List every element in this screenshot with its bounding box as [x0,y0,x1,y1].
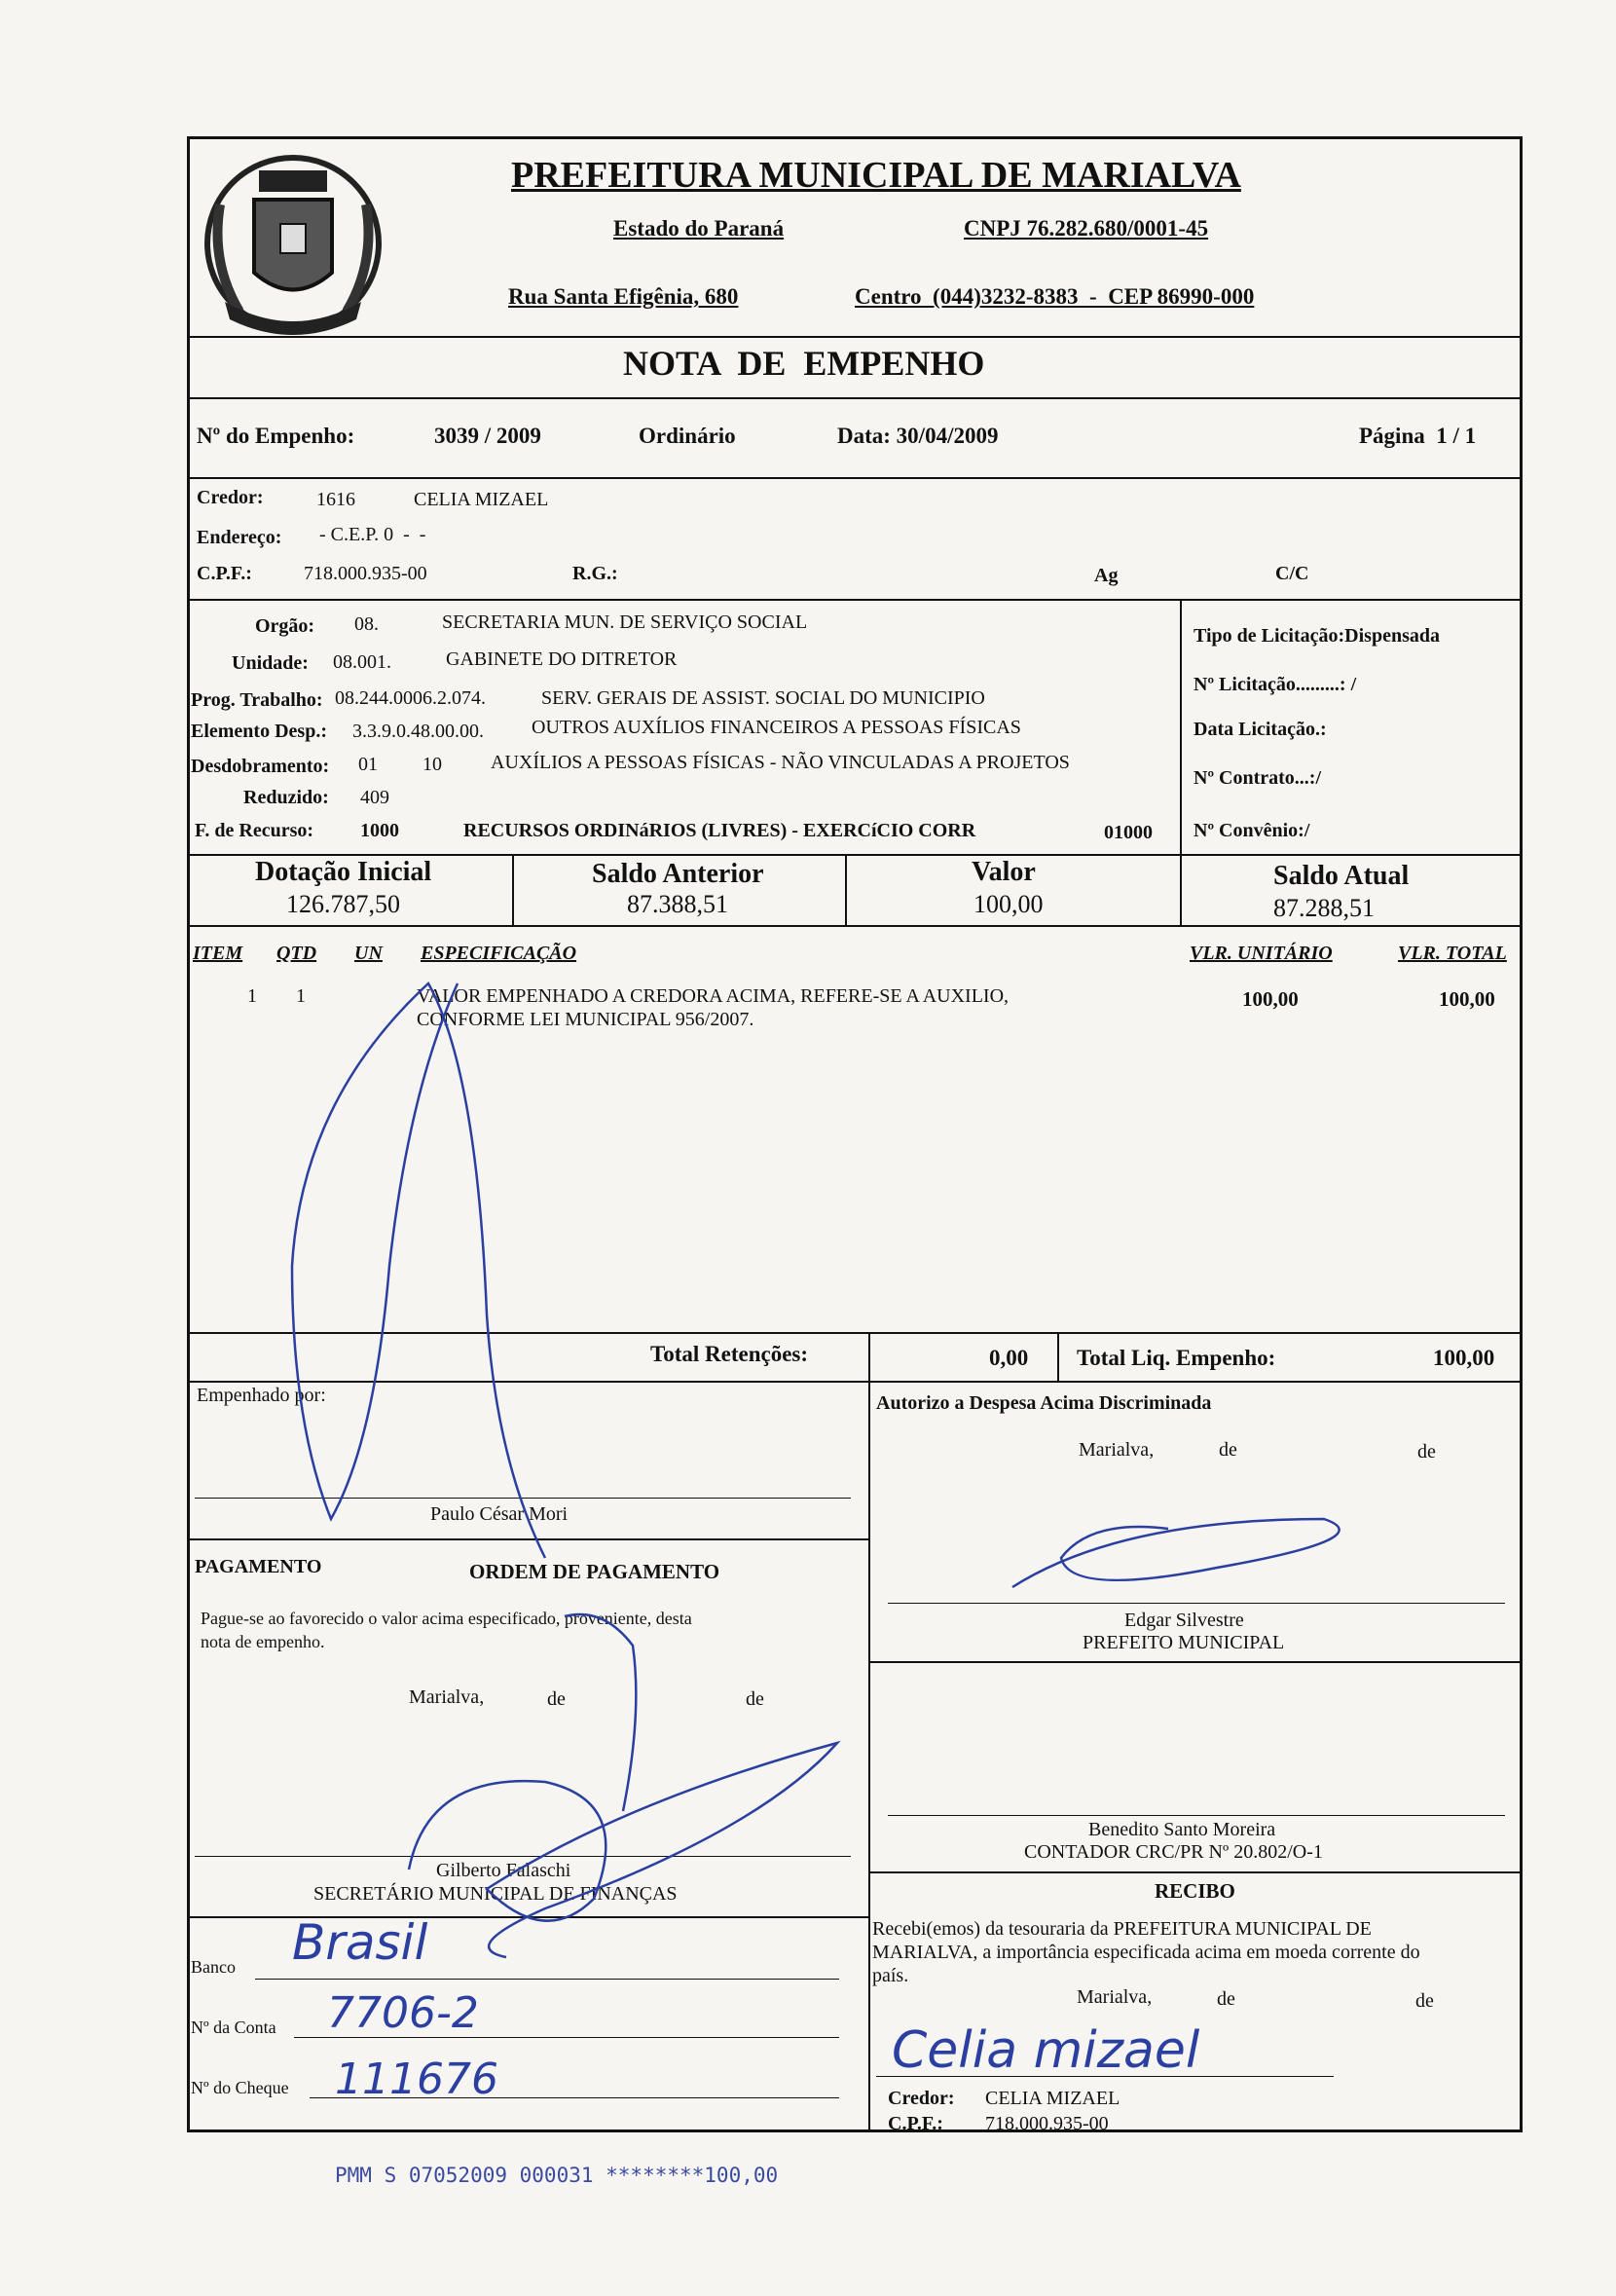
unidade-code: 08.001. [333,651,391,673]
item-qtd: 1 [296,985,306,1007]
elemento-code: 3.3.9.0.48.00.00. [352,721,484,742]
fonte-desc: RECURSOS ORDINáRIOS (LIVRES) - EXERCíCIO CORR [463,820,976,841]
numero-convenio: Nº Convênio:/ [1194,820,1310,841]
item-spec-line1: VALOR EMPENHADO A CREDORA ACIMA, REFERE-SE A AUXILIO, [417,985,1010,1007]
numero-licitacao: Nº Licitação.........: / [1194,674,1357,695]
pagamento-label: PAGAMENTO [195,1556,322,1577]
coat-of-arms-logo [201,146,386,341]
reduzido-label: Reduzido: [243,787,329,808]
desdobramento-desc: AUXÍLIOS A PESSOAS FÍSICAS - NÃO VINCULADAS A PROJETOS [491,752,1070,773]
credor-signature: Celia mizael [892,2021,1200,2080]
saldo-anterior-value: 87.388,51 [627,890,728,918]
valor-value: 100,00 [973,890,1044,918]
dotacao-inicial-value: 126.787,50 [286,890,400,918]
address-label: Endereço: [197,527,282,548]
unidade-desc: GABINETE DO DITRETOR [446,648,678,670]
pagamento-de1: de [547,1688,566,1710]
total-retencoes-value: 0,00 [989,1346,1029,1370]
elemento-desc: OUTROS AUXÍLIOS FINANCEIROS A PESSOAS FÍSICAS [532,717,1021,738]
prefeito-role: PREFEITO MUNICIPAL [1083,1632,1285,1653]
saldo-atual-label: Saldo Atual [1273,861,1410,891]
pagamento-de2: de [746,1688,764,1710]
empenhado-por-name: Paulo César Mori [430,1503,569,1525]
elemento-label: Elemento Desp.: [191,721,327,742]
autorizo-place: Marialva, [1079,1439,1155,1461]
banco-value[interactable]: Brasil [292,1914,428,1971]
saldo-atual-value: 87.288,51 [1273,894,1375,922]
ag-label: Ag [1094,565,1119,586]
recibo-place: Marialva, [1077,1986,1153,2008]
cpf-value: 718.000.935-00 [304,563,427,584]
item-spec-line2: CONFORME LEI MUNICIPAL 956/2007. [417,1009,754,1030]
secretario-role: SECRETÁRIO MUNICIPAL DE FINANÇAS [313,1883,678,1905]
fonte-code: 1000 [360,820,399,841]
total-liquido-label: Total Liq. Empenho: [1077,1346,1276,1370]
data-licitacao: Data Licitação.: [1194,719,1327,740]
total-liquido-value: 100,00 [1433,1346,1495,1370]
page-title: PREFEITURA MUNICIPAL DE MARIALVA [511,155,1241,196]
desdobramento-code2: 10 [422,754,442,775]
cheque-label: Nº do Cheque [191,2078,289,2097]
recibo-cpf-value: 718.000.935-00 [985,2113,1109,2134]
recibo-title: RECIBO [1155,1879,1235,1903]
document-title: NOTA DE EMPENHO [623,344,985,383]
col-un: UN [354,943,383,964]
recibo-text-line1: Recebi(emos) da tesouraria da PREFEITURA MUNICIPAL DE [872,1918,1372,1940]
contador-name: Benedito Santo Moreira [1088,1819,1276,1840]
autorizo-label: Autorizo a Despesa Acima Discriminada [876,1392,1212,1414]
conta-label: Nº da Conta [191,2018,276,2037]
credor-code: 1616 [316,489,355,510]
payment-stamp: PMM S 07052009 000031 ********100,00 [335,2164,779,2187]
recibo-credor-label: Credor: [888,2088,955,2109]
item-total-value: 100,00 [1439,987,1495,1011]
banco-label: Banco [191,1957,236,1977]
fonte-number: 01000 [1104,822,1153,843]
pagamento-text-line1: Pague-se ao favorecido o valor acima especificado, proveniente, desta [201,1609,692,1628]
prefeito-name: Edgar Silvestre [1124,1610,1244,1631]
cc-label: C/C [1275,563,1309,584]
recibo-text-line3: país. [872,1965,909,1986]
cpf-label: C.P.F.: [197,563,252,584]
total-retencoes-label: Total Retenções: [650,1342,809,1366]
rg-label: R.G.: [572,563,618,584]
secretario-name: Gilberto Falaschi [436,1860,571,1881]
col-qtd: QTD [276,943,317,964]
saldo-anterior-label: Saldo Anterior [592,859,764,889]
col-valor-unitario: VLR. UNITÁRIO [1190,943,1333,964]
prog-label: Prog. Trabalho: [191,689,323,711]
orgao-code: 08. [354,613,379,635]
state-name: Estado do Paraná [613,216,785,241]
recibo-de1: de [1217,1988,1235,2010]
contador-role: CONTADOR CRC/PR Nº 20.802/O-1 [1024,1841,1323,1863]
item-number: 1 [247,985,257,1007]
address-street: Rua Santa Efigênia, 680 [508,284,739,309]
fonte-label: F. de Recurso: [195,820,314,841]
prog-desc: SERV. GERAIS DE ASSIST. SOCIAL DO MUNICIPIO [541,687,985,709]
valor-label: Valor [972,857,1036,887]
empenhado-por-label: Empenhado por: [197,1385,326,1406]
pagamento-place: Marialva, [409,1686,485,1708]
item-unit-value: 100,00 [1242,987,1299,1011]
conta-value[interactable]: 7706-2 [327,1988,479,2038]
pagamento-text-line2: nota de empenho. [201,1632,325,1651]
prog-code: 08.244.0006.2.074. [335,687,486,709]
autorizo-de2: de [1417,1441,1436,1463]
autorizo-de1: de [1219,1439,1237,1461]
ordem-pagamento-title: ORDEM DE PAGAMENTO [469,1560,720,1583]
reduzido-value: 409 [360,787,389,808]
unidade-label: Unidade: [232,652,309,674]
recibo-text-line2: MARIALVA, a importância especificada acima em moeda corrente do [872,1942,1420,1963]
orgao-desc: SECRETARIA MUN. DE SERVIÇO SOCIAL [442,611,808,633]
desdobramento-code1: 01 [358,754,378,775]
desdobramento-label: Desdobramento: [191,756,330,777]
orgao-label: Orgão: [255,615,315,637]
address-details: Centro (044)3232-8383 - CEP 86990-000 [855,284,1255,309]
recibo-de2: de [1415,1990,1434,2012]
dotacao-inicial-label: Dotação Inicial [255,857,432,887]
numero-contrato: Nº Contrato...:/ [1194,767,1322,789]
empenho-label: Nº do Empenho: [197,424,355,448]
tipo-licitacao: Tipo de Licitação:Dispensada [1194,625,1440,647]
col-especificacao: ESPECIFICAÇÃO [421,943,577,964]
empenho-type: Ordinário [639,424,736,448]
empenho-number: 3039 / 2009 [434,424,541,448]
credor-name: CELIA MIZAEL [414,489,549,510]
empenho-date: Data: 30/04/2009 [837,424,999,448]
col-valor-total: VLR. TOTAL [1398,943,1507,964]
credor-label: Credor: [197,487,264,508]
recibo-credor-name: CELIA MIZAEL [985,2088,1120,2109]
page-number: Página 1 / 1 [1359,424,1477,448]
col-item: ITEM [193,943,243,964]
recibo-cpf-label: C.P.F.: [888,2113,943,2134]
address-value: - C.E.P. 0 - - [319,524,426,545]
cnpj: CNPJ 76.282.680/0001-45 [964,216,1209,241]
cheque-value[interactable]: 111676 [335,2055,498,2104]
